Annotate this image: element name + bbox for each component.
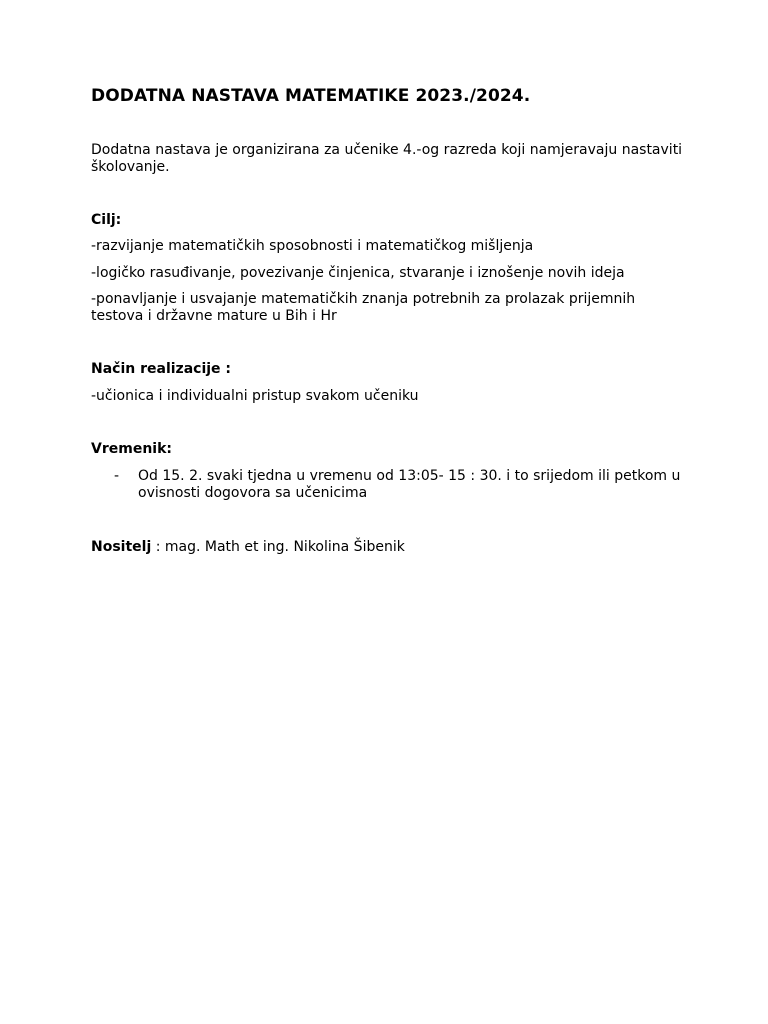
goal-item: -logičko rasuđivanje, povezivanje činjenica, stvaranje i iznošenje novih ideja [91,264,625,281]
schedule-item-text: Od 15. 2. svaki tjedna u vremenu od 13:05- 15 : 30. i to srijedom ili petkom u ovisnosti dogovora sa učenicima [138,467,681,501]
holder-label: Nositelj [91,538,152,555]
document-page [91,84,691,556]
realization-item: -učionica i individualni pristup svakom učeniku [91,388,419,404]
goals-heading: Cilj: [91,212,122,228]
schedule-list [91,468,691,502]
realization-heading: Način realizacije : [91,361,232,377]
document-title: DODATNA NASTAVA MATEMATIKE 2023./2024. [91,86,531,106]
intro-paragraph: Dodatna nastava je organizirana za učenike 4.-og razreda koji namjeravaju nastaviti školovanje. [91,142,683,175]
schedule-item [91,468,691,502]
schedule-heading: Vremenik: [91,440,172,457]
holder-line [91,539,691,556]
goal-item: -ponavljanje i usvajanje matematičkih znanja potrebnih za prolazak prijemnih testova i državne mature u Bih i Hr [91,291,636,324]
goal-item: -razvijanje matematičkih sposobnosti i matematičkog mišljenja [91,238,534,254]
dash-bullet: - [114,467,120,484]
holder-value: : mag. Math et ing. Nikolina Šibenik [151,538,405,555]
